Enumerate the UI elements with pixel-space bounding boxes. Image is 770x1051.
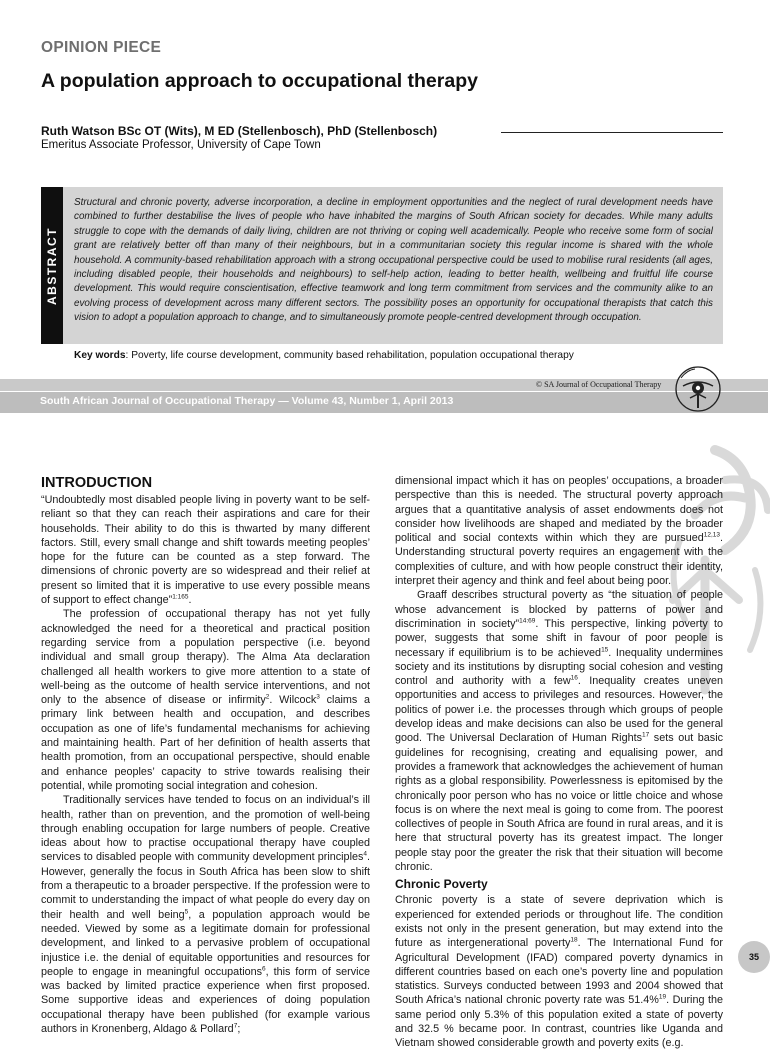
abstract-tab — [41, 187, 63, 344]
abstract-tab-label: ABSTRACT — [45, 226, 59, 305]
structural-paragraph-1: dimensional impact which it has on peoples’ occupations, a broader perspective than this is needed. The structural poverty approach argues that a quantitative analysis of asset endowments does not consider how livelihoods are shaped and mediated by the broader political and social contexts within which they are pursued$^{12,13}$. Understanding structural poverty requires an engagement with the complexities of culture, and with how people construct their identity, interpret their agency and think and feel about being poor. — [395, 475, 723, 588]
journal-citation: South African Journal of Occupational Therapy — Volume 43, Number 1, April 2013 — [40, 395, 454, 407]
copyright-notice: © SA Journal of Occupational Therapy — [536, 380, 662, 389]
journal-logo-icon — [673, 364, 723, 414]
page-number: 35 — [738, 941, 770, 973]
chronic-poverty-heading: Chronic Poverty — [395, 877, 488, 892]
author-line: Ruth Watson BSc OT (Wits), M ED (Stellenbosch), PhD (Stellenbosch) — [41, 124, 438, 138]
intro-heading: INTRODUCTION — [41, 475, 153, 491]
intro-paragraph-2: The profession of occupational therapy has not yet fully acknowledged the need for a theoretical and practical position regarding service from a population perspective (i.e. beyond individual and small group therapy). The Alma Ata declaration challenged all health workers to give more attention to a state of well-being as the outcome of health service interventions, and not only to the absence of disease or infirmity$^2$. Wilcock$^3$ claims a primary link between health and occupation, and describes occupation as one of life’s fundamental mechanisms for achieving and maintaining health. Part of her definition of health asserts that health promotion, from an occupational perspective, should enable and enhance peoples’ capacity to strive towards realising their potential, while promoting social integration and cohesion. — [41, 608, 370, 792]
chronic-poverty-paragraph: Chronic poverty is a state of severe deprivation which is experienced for extended periods or throughout life. The condition exists not only in the present generation, but may extend into the future as intergenerational poverty$^{18}$. The International Fund for Agricultural Development (IFAD) compared poverty dynamics in different countries based on each one’s poverty line and population statistics. Surveys conducted between 1993 and 2004 showed that South Africa’s national chronic poverty rate was 51.4%$^{19}$. During the same period only 5.3% of this population exited a state of poverty and 32.5 % became poor. In contrast, countries like Uganda and Vietnam showed considerable growth and poverty exits (e.g. — [395, 894, 723, 1050]
author-affiliation: Emeritus Associate Professor, University of Cape Town — [41, 139, 321, 151]
abstract-text: Structural and chronic poverty, adverse incorporation, a decline in employment opportunities and the neglect of rural development needs have combined to further destabilise the lives of people who have inhabited the margins of South African society for decades. While many adults struggle to cope with the demands of daily living, children are not thriving or coping well academically. People who receive some form of social grant are relatively better off than many of their neighbours, but in a communitarian society this regular income is shared with the whole household. A community-based rehabilitation approach with a strong occupational perspective could be used to mobilise rural residents (all ages, including disabled people, their households and neighbours) to self-help action, leading to better health, wellbeing and fruitful life course development. This would require conscientisation, effective teamwork and long term commitment from services and the community alike to an evolving process of development across many different sectors. The possibility poses an opportunity for occupational therapists that catch this vision to adopt a population approach to change, and to simultaneously promote people-centred development through occupation. — [74, 197, 713, 324]
intro-paragraph-3: Traditionally services have tended to focus on an individual’s ill health, rather than on prevention, and the promotion of well-being through enabling occupation for large numbers of people. Creative ideas about how to practise occupational therapy have coupled services to disabled people with community development principles$^4$. However, generally the focus in South Africa has been slow to shift from a therapeutic to a broader perspective. If the profession were to commit to understanding the impact of what people do every day on their health and well being$^5$, a population approach would be needed. Viewed by some as a legitimate domain for professional development, and linked to a pervasive problem of occupational injustice i.e. the denial of equitable opportunities and resources for people to engage in meaningful occupations$^6$, this form of service was backed by limited practice experience when first proposed. Some supportive ideas and experiences of doing population occupational therapy have been published (for example various authors in Kronenberg, Aldago & Pollard$^7$; — [41, 794, 371, 1035]
intro-paragraph-1: “Undoubtedly most disabled people living in poverty want to be self-reliant so that they can reach their aspirations and care for their households. Their ability to do this is thwarted by many different factors. Still, every small change and shift towards meeting peoples’ hope for the future can be counted as a step forward. The dimensions of chronic poverty are so widespread and their relief at present so limited that it is imperative to use every possible means of support to effect change”$^{1:165}$. — [41, 494, 370, 607]
article-title: A population approach to occupational therapy — [41, 70, 478, 92]
section-label: OPINION PIECE — [41, 39, 162, 56]
keywords-text: : Poverty, life course development, community based rehabilitation, population occupational therapy — [125, 350, 574, 361]
structural-paragraph-2: Graaff describes structural poverty as “the situation of people whose advancement is blocked by patterns of power and discrimination in society”$^{14:69}$. This perspective, linking poverty to power, suggests that some shift in favour of poor people is necessary if equilibrium is to be achieved$^{15}$. Inequality undermines society and its institutions by disrupting social cohesion and vesting control and authority with a few$^{16}$. Inequality creates uneven opportunities and access to privileges and resources. However, the politics of power i.e. the processes through which groups of people develop ideas and make decisions can also be used for the general good. The Universal Declaration of Human Rights$^{17}$ sets out basic guidelines for recognising, creating and equalising power, and provides a framework that acknowledges the achievement of human rights as a global responsibility. Powerlessness is epitomised by the chronically poor person who has no voice or little choice and whose focus is on where the next meal is going to come from. The poorest collectives of people in South Africa are found in rural areas, and it is here that structural poverty has its greatest impact. The longer people stay poor the greater the risk that their situation will become chronic. — [395, 589, 724, 874]
keywords-label: Key words — [74, 350, 126, 361]
right-column — [395, 474, 723, 1051]
abstract-box — [63, 187, 723, 344]
left-column — [41, 474, 370, 1036]
keywords — [74, 350, 574, 361]
author-rule — [501, 132, 723, 133]
